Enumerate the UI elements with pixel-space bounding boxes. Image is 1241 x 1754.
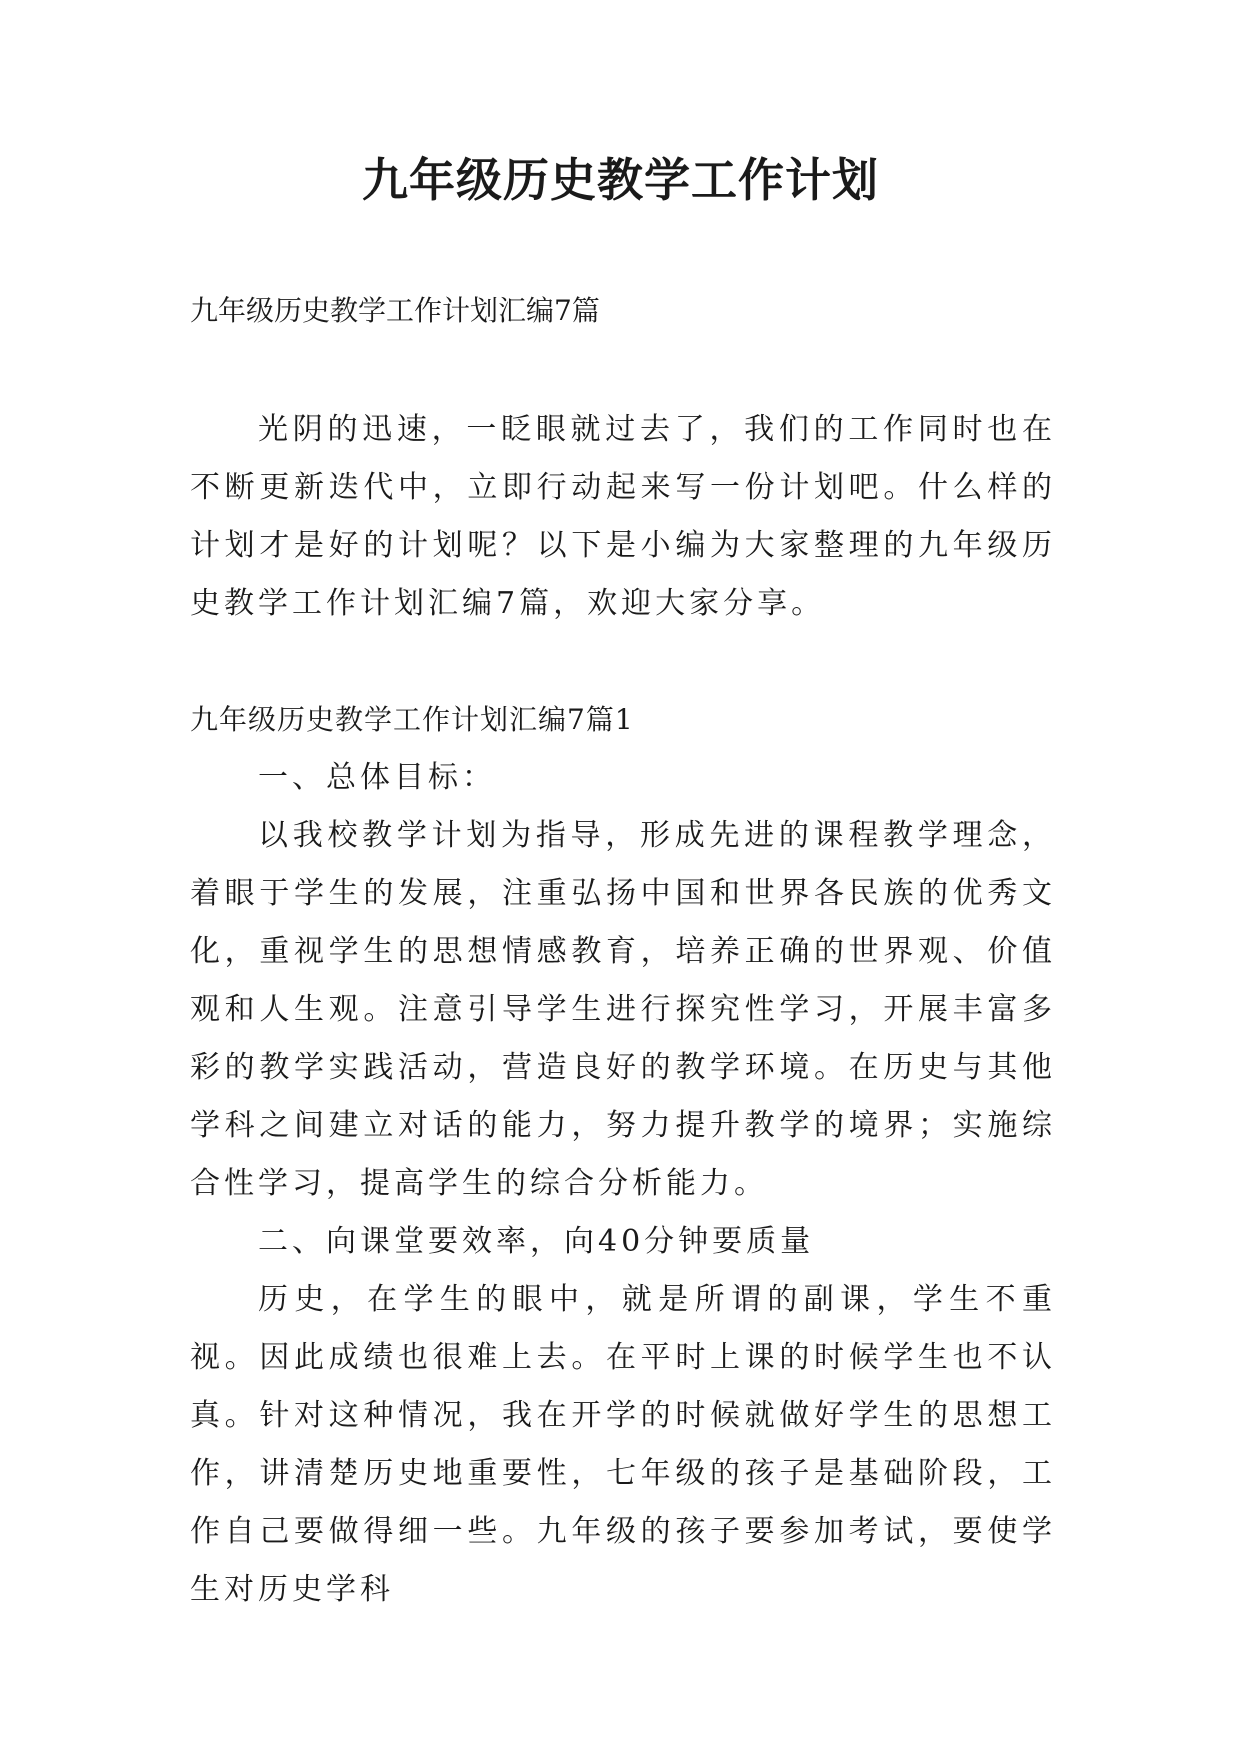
efficiency-paragraph: 历史，在学生的眼中，就是所谓的副课，学生不重视。因此成绩也很难上去。在平时上课的时候学生也不认真。针对这种情况，我在开学的时候就做好学生的思想工作，讲清楚历史地重要性，七年级的孩子是基础阶段，工作自己要做得细一些。九年级的孩子要参加考试，要使学生对历史学科 (190, 1282, 1056, 1607)
page-title: 九年级历史教学工作计划 (362, 153, 879, 207)
goal-heading: 一、总体目标： (258, 760, 496, 795)
section-1 (190, 691, 1056, 1619)
section-heading: 九年级历史教学工作计划汇编7篇1 (190, 703, 634, 736)
intro-block (190, 401, 1056, 633)
goal-paragraph: 以我校教学计划为指导，形成先进的课程教学理念，着眼于学生的发展，注重弘扬中国和世界各民族的优秀文化，重视学生的思想情感教育，培养正确的世界观、价值观和人生观。注意引导学生进行探究性学习，开展丰富多彩的教学实践活动，营造良好的教学环境。在历史与其他学科之间建立对话的能力，努力提升教学的境界；实施综合性学习，提高学生的综合分析能力。 (190, 818, 1056, 1201)
efficiency-heading: 二、向课堂要效率，向40分钟要质量 (258, 1224, 815, 1259)
document-subtitle: 九年级历史教学工作计划汇编7篇 (190, 294, 600, 327)
intro-paragraph: 光阴的迅速，一眨眼就过去了，我们的工作同时也在不断更新迭代中，立即行动起来写一份计划吧。什么样的计划才是好的计划呢？以下是小编为大家整理的九年级历史教学工作计划汇编7篇，欢迎大家分享。 (190, 412, 1056, 621)
